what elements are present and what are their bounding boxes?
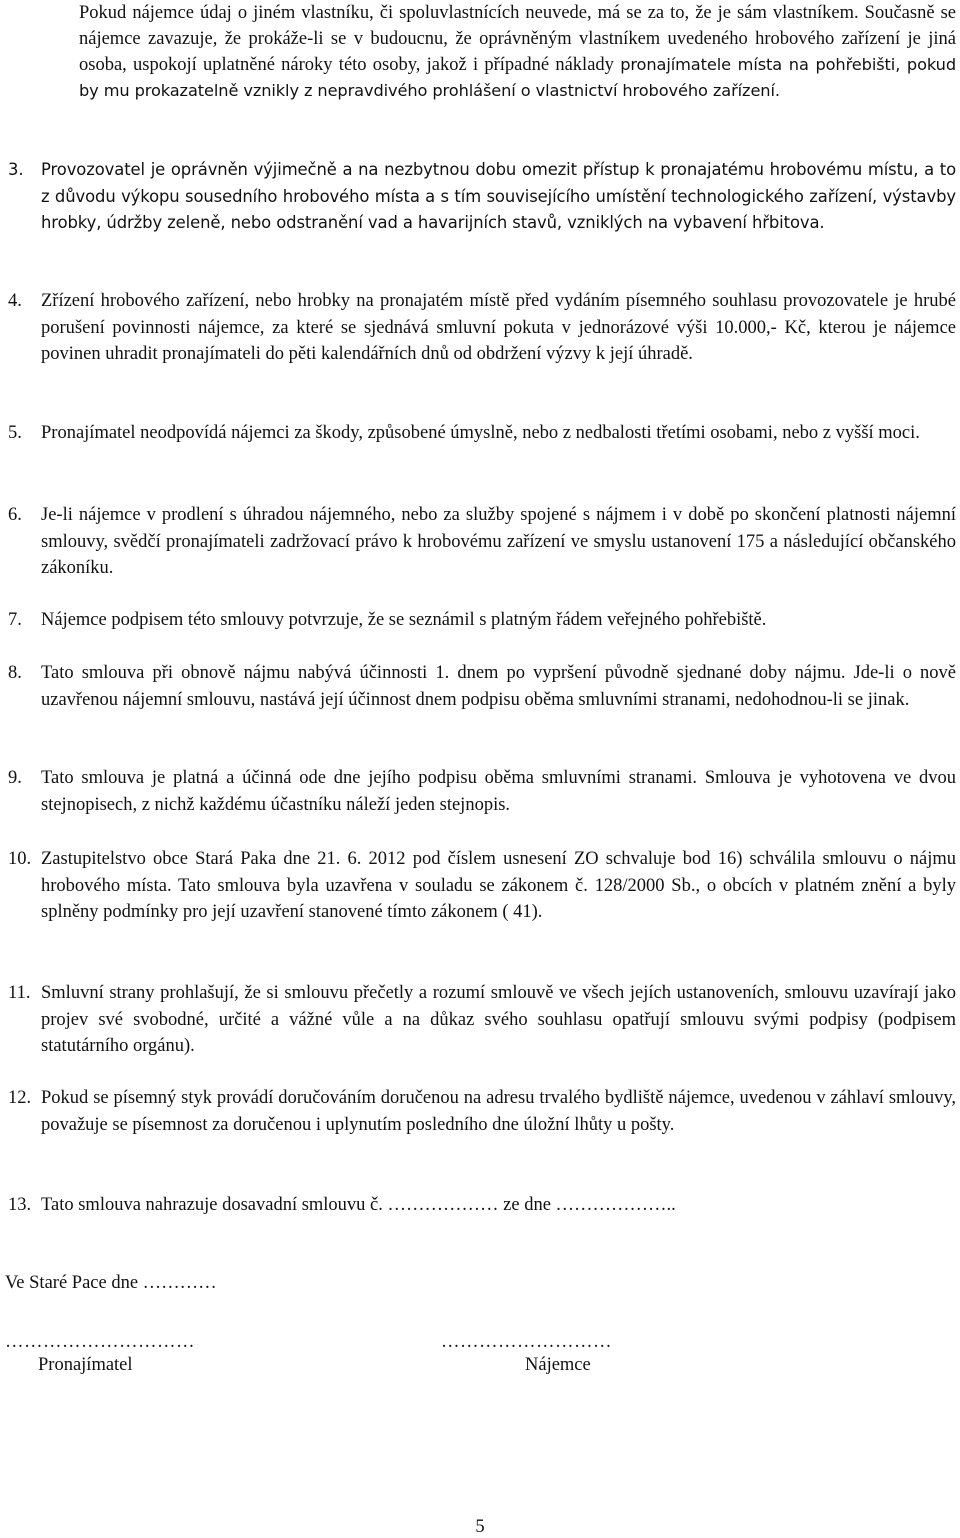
clause-12 <box>8 1085 956 1138</box>
clause-number: 8. <box>8 663 22 683</box>
signature-label-landlord: Pronajímatel <box>38 1355 133 1375</box>
clause-number: 13. <box>8 1195 32 1215</box>
clause-6 <box>8 502 956 582</box>
clause-number: 6. <box>8 505 22 525</box>
clause-number: 12. <box>8 1088 32 1108</box>
clause-text: Smluvní strany prohlašují, že si smlouvu přečetly a rozumí smlouvě ve všech jejích ustanoveních, smlouvu uzavírají jako projev své svobodné, určité a vážné vůle a na důkaz svého souhlasu opatřují smlouvu svými podpisy (podpisem statutárního orgánu). <box>41 983 956 1056</box>
clause-number: 4. <box>8 291 22 311</box>
clause-text: Provozovatel je oprávněn výjimečně a na nezbytnou dobu omezit přístup k pronajatému hrobovému místu, a to z důvodu výkopu sousedního hrobového místa a s tím souvisejícího umístění technologického zařízení, výstavby hrobky, údržby zeleně, nebo odstranění vad a havarijních stavů, vzniklých na vybavení hřbitova. <box>41 160 956 232</box>
clause-text: Tato smlouva nahrazuje dosavadní smlouvu č. ……………… ze dne ……………….. <box>41 1195 676 1215</box>
page-number: 5 <box>475 1517 485 1537</box>
clause-8 <box>8 660 956 713</box>
clause-number: 11. <box>8 983 31 1003</box>
clause-text: Tato smlouva při obnově nájmu nabývá účinnosti 1. dnem po vypršení původně sjednané doby nájmu. Jde-li o nově uzavřenou nájemní smlouvu, nastává její účinnost dnem podpisu oběma smluvními stranami, nedohodnou-li se jinak. <box>41 663 956 710</box>
signature-line-landlord: ………………………… <box>5 1332 195 1352</box>
signature-label-tenant: Nájemce <box>525 1355 591 1375</box>
clause-text: Zřízení hrobového zařízení, nebo hrobky na pronajatém místě před vydáním písemného souhlasu provozovatele je hrubé porušení povinnosti nájemce, za které se sjednává smluvní pokuta v jednorázové výši 10.000,- Kč, kterou je nájemce povinen uhradit pronajímateli do pěti kalendářních dnů od obdržení výzvy k její úhradě. <box>41 291 956 364</box>
clause-5 <box>8 420 956 447</box>
clause-number: 7. <box>8 610 22 630</box>
clause-number: 9. <box>8 768 22 788</box>
clause-number: 3. <box>8 160 24 179</box>
clause-11 <box>8 980 956 1060</box>
clause-7 <box>8 607 956 634</box>
signature-line-tenant: ……………………… <box>441 1332 612 1352</box>
clause-9 <box>8 765 956 818</box>
clause-text: Pokud se písemný styk provádí doručováním doručenou na adresu trvalého bydliště nájemce, uvedenou v záhlaví smlouvy, považuje se písemnost za doručenou i uplynutím posledního dne úložní lhůty u pošty. <box>41 1088 956 1135</box>
clause-text: Zastupitelstvo obce Stará Paka dne 21. 6. 2012 pod číslem usnesení ZO schvaluje bod 16) schválila smlouvu o nájmu hrobového místa. Tato smlouva byla uzavřena v souladu se zákonem č. 128/2000 Sb., o obcích v platném znění a byly splněny podmínky pro její uzavření stanovené tímto zákonem ( 41). <box>41 849 956 922</box>
clause-3 <box>8 157 956 237</box>
clause-number: 10. <box>8 849 32 869</box>
clause-text: Pronajímatel neodpovídá nájemci za škody, způsobené úmyslně, nebo z nedbalosti třetími osobami, nebo z vyšší moci. <box>41 423 920 443</box>
clause-13 <box>8 1192 956 1219</box>
clause-text: Nájemce podpisem této smlouvy potvrzuje, že se seznámil s platným řádem veřejného pohřebiště. <box>41 610 767 630</box>
clause-text: Tato smlouva je platná a účinná ode dne jejího podpisu oběma smluvními stranami. Smlouva je vyhotovena ve dvou stejnopisech, z nichž každému účastníku náleží jeden stejnopis. <box>41 768 956 815</box>
clause-4 <box>8 288 956 368</box>
intro-paragraph <box>79 0 956 104</box>
clause-10 <box>8 846 956 926</box>
intro-text-part1: Pokud nájemce údaj o jiném vlastníku, či spoluvlastnících neuvede, má se za to, že je sám vlastníkem. Současně se nájemce zavazuje, že prokáže-li se v budoucnu, že oprávněným vlastníkem uvedeného hrobového zařízení je jiná osoba, uspokojí uplatněné nároky této osoby, jakož i případné náklady <box>79 3 956 75</box>
clause-number: 5. <box>8 423 22 443</box>
place-date-line: Ve Staré Pace dne ………… <box>5 1273 217 1293</box>
clause-text: Je-li nájemce v prodlení s úhradou nájemného, nebo za služby spojené s nájmem i v době po skončení platnosti nájemní smlouvy, svědčí pronajímateli zadržovací právo k hrobovému zařízení ve smyslu ustanovení 175 a následující občanského zákoníku. <box>41 505 956 578</box>
intro-text-part2: pronajímatele místa na pohřebišti, pokud by mu prokazatelně vznikly z nepravdivého prohlášení o vlastnictví hrobového zařízení. <box>79 55 957 100</box>
